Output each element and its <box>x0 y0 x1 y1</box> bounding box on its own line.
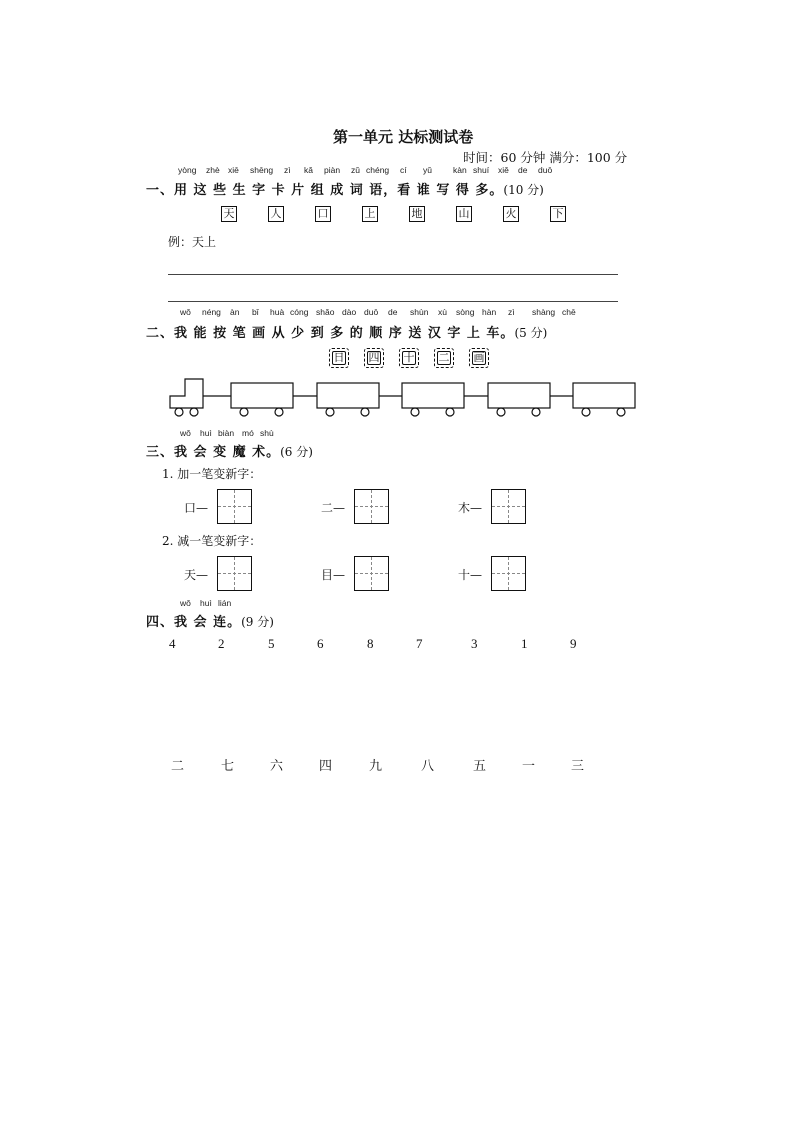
pinyin: yǔ <box>423 165 432 175</box>
question-text: 用 这 些 生 字 卡 片 组 成 词 语，看 谁 写 得 多。 <box>174 183 504 198</box>
question-text: 我 会 连。 <box>174 615 242 630</box>
pinyin: kǎ <box>304 165 313 175</box>
question-number: 二、 <box>146 326 175 341</box>
pinyin: hàn <box>482 307 497 317</box>
pinyin: sòng <box>456 307 475 317</box>
pinyin: shuí <box>473 165 490 175</box>
pinyin: àn <box>230 307 240 317</box>
pinyin: biàn <box>218 428 235 438</box>
char-card: 地 <box>409 206 425 222</box>
question-text: 我 会 变 魔 术。 <box>174 445 281 460</box>
wheel <box>240 408 248 416</box>
writing-grid[interactable] <box>354 556 389 591</box>
pinyin: néng <box>202 307 221 317</box>
pinyin: shǎo <box>316 307 335 317</box>
char-card: 火 <box>503 206 519 222</box>
wheel <box>275 408 283 416</box>
writing-grid[interactable] <box>217 489 252 524</box>
chinese-number[interactable]: 二 <box>171 759 185 774</box>
arabic-number[interactable]: 4 <box>169 636 176 651</box>
wheel <box>582 408 590 416</box>
pinyin: duō <box>364 307 379 317</box>
pinyin: huà <box>270 307 285 317</box>
pinyin: xù <box>438 307 447 317</box>
wheel <box>361 408 369 416</box>
pinyin: bǐ <box>252 307 259 317</box>
question-3 <box>146 441 313 460</box>
char-card: 天 <box>221 206 237 222</box>
pinyin: shēng <box>250 165 274 175</box>
writing-grid[interactable] <box>491 556 526 591</box>
train-car <box>231 383 293 408</box>
pinyin: zǔ <box>351 165 360 175</box>
part-1-label: 1. 加一笔变新字： <box>162 467 262 481</box>
question-score: (10 分) <box>503 183 544 197</box>
chinese-number[interactable]: 八 <box>421 759 435 774</box>
pinyin: kàn <box>453 165 467 175</box>
chinese-number[interactable]: 九 <box>369 759 383 774</box>
example-text: 例：天上 <box>168 235 217 249</box>
add-stroke-prompt: 口— <box>184 501 209 515</box>
chinese-number[interactable]: 五 <box>473 759 487 774</box>
train-illustration <box>165 374 640 419</box>
pinyin: xiē <box>228 165 239 175</box>
chinese-number[interactable]: 七 <box>221 759 235 774</box>
arabic-number[interactable]: 3 <box>471 636 478 651</box>
answer-line[interactable] <box>168 274 618 275</box>
wheel <box>532 408 540 416</box>
char-card: 口 <box>315 206 331 222</box>
question-text: 我 能 按 笔 画 从 少 到 多 的 顺 序 送 汉 字 上 车。 <box>174 326 515 341</box>
char-card: 上 <box>362 206 378 222</box>
pinyin: huì <box>200 428 212 438</box>
answer-line[interactable] <box>168 301 618 302</box>
arabic-number[interactable]: 8 <box>367 636 374 651</box>
train-car <box>402 383 464 408</box>
question-1 <box>146 179 544 198</box>
wheel <box>190 408 198 416</box>
wheel <box>446 408 454 416</box>
chinese-number[interactable]: 六 <box>270 759 284 774</box>
arabic-number[interactable]: 1 <box>521 636 528 651</box>
locomotive <box>170 379 203 408</box>
question-2 <box>146 322 547 341</box>
wheel <box>617 408 625 416</box>
remove-stroke-prompt: 十— <box>458 568 483 582</box>
train-car <box>573 383 635 408</box>
writing-grid[interactable] <box>354 489 389 524</box>
question-number: 四、 <box>146 615 175 630</box>
pinyin: huì <box>200 598 212 608</box>
pinyin: de <box>518 165 528 175</box>
part-2-label: 2. 减一笔变新字： <box>162 534 262 548</box>
question-4 <box>146 611 274 630</box>
wheel <box>326 408 334 416</box>
pinyin: cí <box>400 165 407 175</box>
question-score: (9 分) <box>241 615 274 629</box>
pinyin: shàng <box>532 307 556 317</box>
pinyin: de <box>388 307 398 317</box>
stamp-char[interactable]: 十 <box>399 348 419 368</box>
pinyin: duō <box>538 165 553 175</box>
time-score: 时间：60 分钟 满分：100 分 <box>463 150 628 165</box>
pinyin: shù <box>260 428 274 438</box>
pinyin: yòng <box>178 165 197 175</box>
stamp-char[interactable]: 四 <box>364 348 384 368</box>
pinyin: lián <box>218 598 232 608</box>
add-stroke-prompt: 木— <box>458 501 483 515</box>
char-card: 人 <box>268 206 284 222</box>
pinyin: wǒ <box>180 598 191 608</box>
arabic-number[interactable]: 2 <box>218 636 225 651</box>
writing-grid[interactable] <box>491 489 526 524</box>
arabic-number[interactable]: 5 <box>268 636 275 651</box>
pinyin: chéng <box>366 165 390 175</box>
question-score: (6 分) <box>280 445 313 459</box>
pinyin: zì <box>508 307 515 317</box>
question-number: 一、 <box>146 183 175 198</box>
pinyin: wǒ <box>180 307 191 317</box>
arabic-number[interactable]: 6 <box>317 636 324 651</box>
char-card: 山 <box>456 206 472 222</box>
stamp-char[interactable]: 日 <box>329 348 349 368</box>
pinyin: mó <box>242 428 254 438</box>
chinese-number[interactable]: 四 <box>319 759 333 774</box>
wheel <box>411 408 419 416</box>
arabic-number[interactable]: 9 <box>570 636 577 651</box>
question-score: (5 分) <box>514 326 548 340</box>
pinyin: shùn <box>410 307 429 317</box>
pinyin: piàn <box>324 165 341 175</box>
stamp-char[interactable]: 二 <box>434 348 454 368</box>
pinyin: chē <box>562 307 576 317</box>
stamp-char[interactable]: 画 <box>469 348 489 368</box>
pinyin: xiě <box>498 165 509 175</box>
wheel <box>175 408 183 416</box>
remove-stroke-prompt: 天— <box>184 568 209 582</box>
train-car <box>488 383 550 408</box>
pinyin: wǒ <box>180 428 191 438</box>
wheel <box>497 408 505 416</box>
chinese-number[interactable]: 一 <box>522 759 536 774</box>
arabic-number[interactable]: 7 <box>416 636 423 651</box>
page-title: 第一单元 达标测试卷 <box>333 128 474 146</box>
writing-grid[interactable] <box>217 556 252 591</box>
pinyin: cóng <box>290 307 309 317</box>
question-number: 三、 <box>146 445 175 460</box>
train-car <box>317 383 379 408</box>
chinese-number[interactable]: 三 <box>571 759 585 774</box>
pinyin: zì <box>284 165 291 175</box>
pinyin: dào <box>342 307 357 317</box>
pinyin: zhè <box>206 165 220 175</box>
remove-stroke-prompt: 目— <box>321 568 346 582</box>
char-card: 下 <box>550 206 566 222</box>
add-stroke-prompt: 二— <box>321 501 346 515</box>
